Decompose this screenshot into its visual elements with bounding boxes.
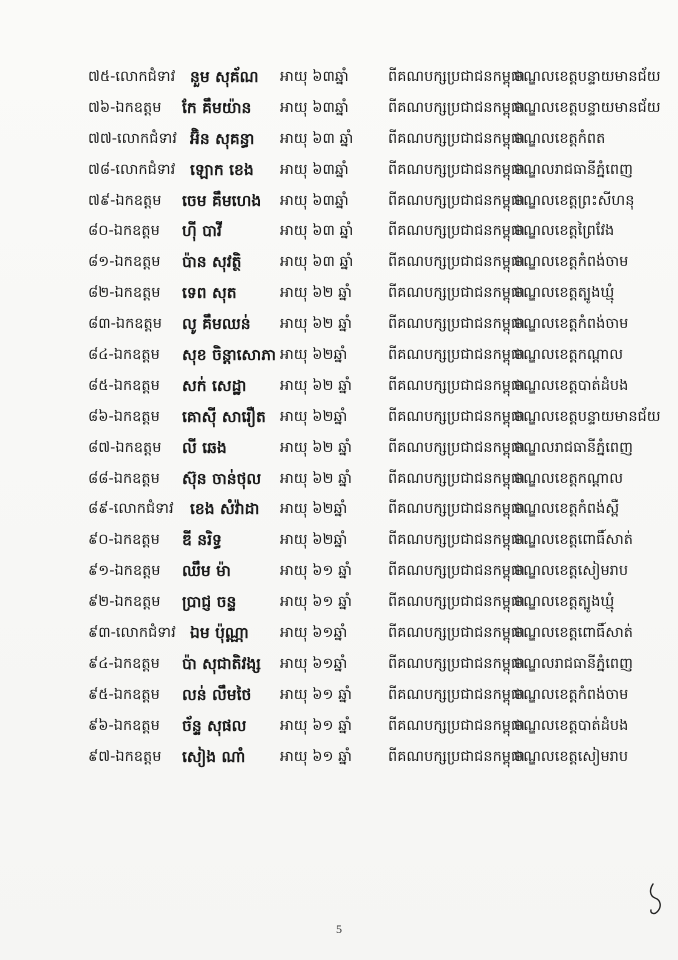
member-name: ប្រាជ្ញ ចន្ទ (182, 593, 237, 612)
member-constituency: មណ្ឌលរាជធានីភ្នំពេញ (514, 161, 633, 178)
member-party: ពីគណបក្សប្រជាជនកម្ពុជា (388, 192, 525, 209)
member-name: ឯម ប៉ុណ្ណា (190, 624, 249, 643)
member-age: អាយុ ៦១ ឆ្នាំ (280, 594, 352, 611)
member-constituency: មណ្ឌលខេត្តបាត់ដំបង (514, 717, 629, 734)
member-title: ៧៨-លោកជំទាវ (88, 161, 176, 178)
member-name: ចេម គឹមហេង (182, 191, 262, 210)
member-row (88, 62, 668, 93)
member-party: ពីគណបក្សប្រជាជនកម្ពុជា (388, 223, 525, 240)
member-title: ៨២-ឯកឧត្តម (88, 285, 161, 302)
member-row (88, 247, 668, 278)
member-age: អាយុ ៦១ ឆ្នាំ (280, 686, 352, 703)
member-constituency: មណ្ឌលខេត្តត្បូងឃ្មុំ (514, 594, 615, 611)
member-constituency: មណ្ឌលខេត្តបន្ទាយមានជ័យ (514, 408, 661, 425)
member-row (88, 649, 668, 680)
member-party: ពីគណបក្សប្រជាជនកម្ពុជា (388, 161, 525, 178)
member-age: អាយុ ៦៣ឆ្នាំ (280, 99, 349, 116)
member-name: ឡោក ខេង (190, 160, 254, 179)
member-title: ៩០-ឯកឧត្តម (88, 532, 160, 549)
member-title: ៨៨-ឯកឧត្តម (88, 470, 160, 487)
member-party: ពីគណបក្សប្រជាជនកម្ពុជា (388, 439, 525, 456)
member-constituency: មណ្ឌលខេត្តបាត់ដំបង (514, 377, 629, 394)
member-row (88, 587, 668, 618)
member-age: អាយុ ៦៣ ឆ្នាំ (280, 254, 354, 271)
member-constituency: មណ្ឌលខេត្តព្រៃវែង (514, 223, 615, 240)
member-row (88, 216, 668, 247)
member-age: អាយុ ៦២ ឆ្នាំ (280, 470, 352, 487)
member-party: ពីគណបក្សប្រជាជនកម្ពុជា (388, 625, 525, 642)
member-constituency: មណ្ឌលខេត្តកណ្តាល (514, 470, 624, 487)
member-party: ពីគណបក្សប្រជាជនកម្ពុជា (388, 316, 525, 333)
member-age: អាយុ ៦២ ឆ្នាំ (280, 316, 352, 333)
member-age: អាយុ ៦៣ឆ្នាំ (280, 69, 349, 85)
member-name: ឈឹម ម៉ា (182, 562, 231, 581)
member-party: ពីគណបក្សប្រជាជនកម្ពុជា (388, 532, 525, 549)
member-party: ពីគណបក្សប្រជាជនកម្ពុជា (388, 470, 525, 487)
member-party: ពីគណបក្សប្រជាជនកម្ពុជា (388, 69, 525, 85)
member-name: ប៉ា សុជាតិវង្ស (182, 654, 261, 673)
member-row (88, 186, 668, 217)
member-title: ៨៥-ឯកឧត្តម (88, 377, 160, 394)
member-constituency: មណ្ឌលរាជធានីភ្នំពេញ (514, 439, 633, 456)
member-age: អាយុ ៦២ ឆ្នាំ (280, 377, 352, 394)
member-name: ប៉ាន សុវត្ថិ (182, 253, 242, 272)
member-row (88, 433, 668, 464)
member-title: ៨៣-ឯកឧត្តម (88, 316, 162, 333)
member-title: ៨៤-ឯកឧត្តម (88, 347, 160, 364)
member-constituency: មណ្ឌលខេត្តកំពង់ចាម (514, 316, 629, 333)
member-age: អាយុ ៦១ ឆ្នាំ (280, 748, 352, 765)
member-title: ៨៩-លោកជំទាវ (88, 501, 174, 518)
member-constituency: មណ្ឌលខេត្តកំពង់ចាម (514, 254, 629, 271)
member-name: នួម សុគ័ណ (190, 68, 259, 86)
page-number: 5 (336, 922, 342, 936)
member-name: សក់ សេដ្ឋា (182, 376, 247, 395)
member-row (88, 155, 668, 186)
member-constituency: មណ្ឌលខេត្តកំពង់ស្ពឺ (514, 501, 620, 518)
member-name: ច័ន្ទ សុផល (182, 716, 247, 735)
member-name: គោស៊ី សារឿត (182, 407, 266, 426)
member-age: អាយុ ៦១ឆ្នាំ (280, 625, 348, 642)
member-title: ៨០-ឯកឧត្តម (88, 223, 160, 240)
member-party: ពីគណបក្សប្រជាជនកម្ពុជា (388, 408, 525, 425)
member-row (88, 494, 668, 525)
member-age: អាយុ ៦១ ឆ្នាំ (280, 563, 352, 580)
member-title: ៩២-ឯកឧត្តម (88, 594, 161, 611)
member-row (88, 371, 668, 402)
member-age: អាយុ ៦២ឆ្នាំ (280, 408, 348, 425)
member-party: ពីគណបក្សប្រជាជនកម្ពុជា (388, 748, 525, 765)
member-constituency: មណ្ឌលខេត្តកណ្តាល (514, 347, 624, 364)
member-party: ពីគណបក្សប្រជាជនកម្ពុជា (388, 594, 525, 611)
member-constituency: មណ្ឌលខេត្តពោធិ៍សាត់ (514, 532, 633, 549)
member-title: ៩៥-ឯកឧត្តម (88, 686, 160, 703)
member-title: ៧៩-ឯកឧត្តម (88, 192, 162, 209)
member-name: ឌី នរិទ្ធ (182, 531, 222, 550)
member-party: ពីគណបក្សប្រជាជនកម្ពុជា (388, 563, 525, 580)
member-constituency: មណ្ឌលខេត្តសៀមរាប (514, 563, 629, 580)
member-constituency: មណ្ឌលខេត្តត្បូងឃ្មុំ (514, 285, 615, 302)
member-name: កែ គឹមយ៉ាន (182, 98, 252, 117)
member-title: ៩១-ឯកឧត្តម (88, 563, 161, 580)
member-constituency: មណ្ឌលខេត្តបន្ទាយមានជ័យ (514, 99, 661, 116)
member-party: ពីគណបក្សប្រជាជនកម្ពុជា (388, 254, 525, 271)
member-age: អាយុ ៦២ឆ្នាំ (280, 501, 348, 518)
member-row (88, 278, 668, 309)
member-title: ៨១-ឯកឧត្តម (88, 254, 161, 271)
member-row (88, 464, 668, 495)
member-row (88, 525, 668, 556)
member-row (88, 340, 668, 371)
member-title: ៧៥-លោកជំទាវ (88, 69, 176, 85)
member-row (88, 711, 668, 742)
member-row (88, 93, 668, 124)
member-party: ពីគណបក្សប្រជាជនកម្ពុជា (388, 717, 525, 734)
member-party: ពីគណបក្សប្រជាជនកម្ពុជា (388, 99, 525, 116)
member-age: អាយុ ៦៣ឆ្នាំ (280, 192, 349, 209)
member-title: ៩៣-លោកជំទាវ (88, 625, 176, 642)
member-row (88, 402, 668, 433)
member-age: អាយុ ៦២ ឆ្នាំ (280, 439, 352, 456)
member-age: អាយុ ៦២ឆ្នាំ (280, 532, 348, 549)
member-constituency: មណ្ឌលខេត្តព្រះសីហនុ (514, 192, 635, 209)
member-title: ៩៦-ឯកឧត្តម (88, 717, 160, 734)
member-constituency: មណ្ឌលខេត្តកំពត (514, 130, 606, 147)
member-name: ស៊ុន ចាន់ថុល (182, 469, 262, 488)
member-party: ពីគណបក្សប្រជាជនកម្ពុជា (388, 285, 525, 302)
initials-mark (646, 882, 666, 916)
member-constituency: មណ្ឌលខេត្តសៀមរាប (514, 748, 629, 765)
member-row (88, 680, 668, 711)
member-title: ៩៤-ឯកឧត្តម (88, 655, 160, 672)
member-title: ៧៧-លោកជំទាវ (88, 130, 177, 147)
member-name: ហ៊ី បាវី (182, 222, 222, 241)
member-name: លន់ លឹមថៃ (182, 685, 252, 704)
member-constituency: មណ្ឌលរាជធានីភ្នំពេញ (514, 655, 633, 672)
member-name: ទេព សុត (182, 284, 237, 303)
member-constituency: មណ្ឌលខេត្តកំពង់ចាម (514, 686, 629, 703)
member-party: ពីគណបក្សប្រជាជនកម្ពុជា (388, 655, 525, 672)
member-party: ពីគណបក្សប្រជាជនកម្ពុជា (388, 347, 525, 364)
member-age: អាយុ ៦៣ ឆ្នាំ (280, 130, 354, 147)
member-age: អាយុ ៦១ឆ្នាំ (280, 655, 348, 672)
member-age: អាយុ ៦២ឆ្នាំ (280, 347, 348, 364)
member-row (88, 556, 668, 587)
member-list (88, 62, 668, 772)
member-title: ៨៦-ឯកឧត្តម (88, 408, 160, 425)
member-constituency: មណ្ឌលខេត្តពោធិ៍សាត់ (514, 625, 633, 642)
member-name: លូ គឹមឈន់ (182, 315, 251, 334)
member-title: ៧៦-ឯកឧត្តម (88, 99, 162, 116)
member-row (88, 309, 668, 340)
member-title: ៩៧-ឯកឧត្តម (88, 748, 162, 765)
member-name: សុខ ចិន្តាសោភា (182, 346, 276, 365)
member-row (88, 124, 668, 155)
member-age: អាយុ ៦២ ឆ្នាំ (280, 285, 352, 302)
member-age: អាយុ ៦៣ឆ្នាំ (280, 161, 349, 178)
member-name: អ៊ិន សុគន្ធា (190, 129, 255, 148)
member-name: លី ឆេង (182, 438, 227, 457)
member-row (88, 742, 668, 773)
member-party: ពីគណបក្សប្រជាជនកម្ពុជា (388, 377, 525, 394)
member-name: សៀង ណាំ (182, 747, 246, 766)
member-party: ពីគណបក្សប្រជាជនកម្ពុជា (388, 501, 525, 518)
member-party: ពីគណបក្សប្រជាជនកម្ពុជា (388, 686, 525, 703)
member-party: ពីគណបក្សប្រជាជនកម្ពុជា (388, 130, 525, 147)
member-title: ៨៧-ឯកឧត្តម (88, 439, 162, 456)
member-row (88, 618, 668, 649)
member-name: ខេង សំវ៉ាដា (190, 500, 260, 519)
member-age: អាយុ ៦១ ឆ្នាំ (280, 717, 352, 734)
member-age: អាយុ ៦៣ ឆ្នាំ (280, 223, 354, 240)
member-constituency: មណ្ឌលខេត្តបន្ទាយមានជ័យ (514, 69, 661, 85)
